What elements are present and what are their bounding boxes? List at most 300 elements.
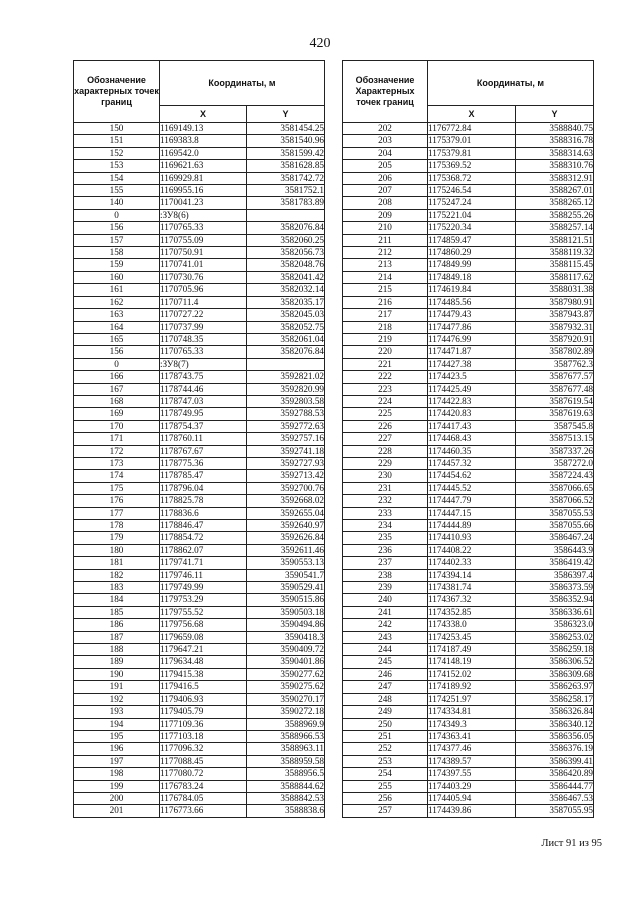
- coordinate-y: 3592820.99: [247, 383, 325, 395]
- table-row: [343, 582, 594, 594]
- coordinate-y: 3587224.43: [516, 470, 594, 482]
- coordinate-y: 3586323.0: [516, 619, 594, 631]
- coordinate-x: 1178836.6: [160, 507, 247, 519]
- table-row: [343, 619, 594, 631]
- point-number: 168: [74, 395, 160, 407]
- coordinate-x: 1174444.89: [428, 520, 516, 532]
- table-row: [74, 768, 325, 780]
- coordinate-x: 1174619.84: [428, 284, 516, 296]
- point-number: 197: [74, 755, 160, 767]
- point-number: 229: [343, 457, 428, 469]
- table-row: [74, 532, 325, 544]
- table-row: [74, 123, 325, 135]
- table-row: [74, 222, 325, 234]
- coordinate-x: 1178796.04: [160, 482, 247, 494]
- table-body-right: [343, 123, 594, 818]
- table-row: [343, 792, 594, 804]
- coordinate-y: 3592772.63: [247, 420, 325, 432]
- table-row: [74, 619, 325, 631]
- point-number: 225: [343, 408, 428, 420]
- coordinate-x: 1174363.41: [428, 730, 516, 742]
- point-number: 154: [74, 172, 160, 184]
- table-row: [74, 172, 325, 184]
- coordinate-x: 1170711.4: [160, 296, 247, 308]
- coordinate-x: 1174447.79: [428, 495, 516, 507]
- coordinate-x: 1175246.54: [428, 185, 516, 197]
- header-point-designation: Обозначение Характерных точек границ: [343, 61, 428, 123]
- coordinate-x: 1174420.83: [428, 408, 516, 420]
- point-number: 204: [343, 147, 428, 159]
- coordinate-x: 1177088.45: [160, 755, 247, 767]
- coordinate-x: 1169621.63: [160, 160, 247, 172]
- table-row: [74, 445, 325, 457]
- point-number: 239: [343, 582, 428, 594]
- point-number: 219: [343, 333, 428, 345]
- coordinate-y: 3588257.14: [516, 222, 594, 234]
- coordinate-y: 3592757.16: [247, 433, 325, 445]
- table-row: [343, 309, 594, 321]
- point-number: 181: [74, 557, 160, 569]
- coordinates-table-right: [342, 60, 594, 818]
- coordinate-y: 3588255.26: [516, 209, 594, 221]
- coordinate-y: 3588963.11: [247, 743, 325, 755]
- coordinate-x: 1174457.32: [428, 457, 516, 469]
- point-number: 199: [74, 780, 160, 792]
- coordinate-x: 1174422.83: [428, 395, 516, 407]
- coordinate-x: 1179406.93: [160, 693, 247, 705]
- point-number: 179: [74, 532, 160, 544]
- point-number: 174: [74, 470, 160, 482]
- coordinate-y: 3582076.84: [247, 346, 325, 358]
- coordinate-y: 3582052.75: [247, 321, 325, 333]
- table-row: [343, 482, 594, 494]
- coordinate-y: 3588265.12: [516, 197, 594, 209]
- coordinate-y: 3581628.85: [247, 160, 325, 172]
- table-row: [343, 730, 594, 742]
- header-y: Y: [516, 106, 594, 123]
- table-body-left: [74, 123, 325, 818]
- table-row: [74, 271, 325, 283]
- coordinate-x: 1174477.86: [428, 321, 516, 333]
- point-number: 246: [343, 668, 428, 680]
- table-row: [343, 395, 594, 407]
- coordinate-x: 1175247.24: [428, 197, 516, 209]
- table-row: [74, 408, 325, 420]
- coordinate-x: 1174397.55: [428, 768, 516, 780]
- table-row: [343, 805, 594, 817]
- table-row: [74, 805, 325, 817]
- point-number: 249: [343, 706, 428, 718]
- table-row: [74, 644, 325, 656]
- header-coordinates: Координаты, м: [428, 61, 594, 106]
- point-number: 240: [343, 594, 428, 606]
- coordinate-y: 3587055.53: [516, 507, 594, 519]
- point-number: 210: [343, 222, 428, 234]
- header-y: Y: [247, 106, 325, 123]
- coordinate-x: 1178767.67: [160, 445, 247, 457]
- point-number: 165: [74, 333, 160, 345]
- coordinate-y: 3588966.53: [247, 730, 325, 742]
- table-row: [343, 668, 594, 680]
- table-row: [343, 445, 594, 457]
- point-number: 193: [74, 706, 160, 718]
- table-row: [343, 693, 594, 705]
- table-row: [74, 706, 325, 718]
- coordinate-y: 3587943.87: [516, 309, 594, 321]
- table-row: [74, 495, 325, 507]
- coordinate-x: 1170750.91: [160, 247, 247, 259]
- coordinate-y: 3587066.52: [516, 495, 594, 507]
- point-number: 247: [343, 681, 428, 693]
- coordinate-y: 3582048.76: [247, 259, 325, 271]
- coordinate-y: 3586443.9: [516, 544, 594, 556]
- point-number: 226: [343, 420, 428, 432]
- point-number: 245: [343, 656, 428, 668]
- point-number: 172: [74, 445, 160, 457]
- table-row: [343, 321, 594, 333]
- coordinate-x: 1174349.3: [428, 718, 516, 730]
- coordinate-x: 1177096.32: [160, 743, 247, 755]
- coordinate-y: 3590553.13: [247, 557, 325, 569]
- coordinate-x: 1174425.49: [428, 383, 516, 395]
- point-number: 216: [343, 296, 428, 308]
- coordinate-x: 1174849.18: [428, 271, 516, 283]
- coordinate-y: 3590494.86: [247, 619, 325, 631]
- coordinate-y: 3588031.38: [516, 284, 594, 296]
- coordinate-x: 1179634.48: [160, 656, 247, 668]
- point-number: 0: [74, 209, 160, 221]
- coordinate-x: 1170748.35: [160, 333, 247, 345]
- point-number: 191: [74, 681, 160, 693]
- point-number: 214: [343, 271, 428, 283]
- coordinate-y: 3587513.15: [516, 433, 594, 445]
- table-row: [343, 408, 594, 420]
- coordinate-y: 3592655.04: [247, 507, 325, 519]
- coordinate-y: 3586376.19: [516, 743, 594, 755]
- point-number: 207: [343, 185, 428, 197]
- coordinate-x: 1169149.13: [160, 123, 247, 135]
- point-number: 252: [343, 743, 428, 755]
- coordinate-y: 3592668.02: [247, 495, 325, 507]
- point-number: 175: [74, 482, 160, 494]
- coordinate-y: 3586399.41: [516, 755, 594, 767]
- point-number: 158: [74, 247, 160, 259]
- coordinate-y: 3592713.42: [247, 470, 325, 482]
- table-row: [343, 681, 594, 693]
- table-row: [343, 755, 594, 767]
- point-number: 215: [343, 284, 428, 296]
- coordinate-y: 3592803.58: [247, 395, 325, 407]
- coordinate-y: 3592611.46: [247, 544, 325, 556]
- coordinate-x: 1175369.52: [428, 160, 516, 172]
- table-row: [343, 135, 594, 147]
- coordinate-x: 1174408.22: [428, 544, 516, 556]
- coordinate-x: 1174352.85: [428, 606, 516, 618]
- point-number: 170: [74, 420, 160, 432]
- table-row: [343, 544, 594, 556]
- point-number: 173: [74, 457, 160, 469]
- coordinate-x: 1178754.37: [160, 420, 247, 432]
- point-number: 153: [74, 160, 160, 172]
- point-number: 163: [74, 309, 160, 321]
- coordinate-y: 3587932.31: [516, 321, 594, 333]
- table-row: [343, 197, 594, 209]
- point-number: 161: [74, 284, 160, 296]
- coordinate-x: 1169929.81: [160, 172, 247, 184]
- coordinate-y: 3586444.77: [516, 780, 594, 792]
- coordinate-x: 1174152.02: [428, 668, 516, 680]
- table-row: [343, 780, 594, 792]
- coordinate-x: 1174367.32: [428, 594, 516, 606]
- coordinate-y: 3587619.54: [516, 395, 594, 407]
- point-number: 159: [74, 259, 160, 271]
- point-number: 157: [74, 234, 160, 246]
- coordinate-y: 3586306.52: [516, 656, 594, 668]
- coordinate-y: 3586309.68: [516, 668, 594, 680]
- coordinate-y: 3588314.63: [516, 147, 594, 159]
- table-row: [343, 371, 594, 383]
- table-row: [343, 185, 594, 197]
- point-number: 188: [74, 644, 160, 656]
- point-number: 242: [343, 619, 428, 631]
- table-row: [74, 606, 325, 618]
- coordinate-y: 3582060.25: [247, 234, 325, 246]
- coordinate-x: 1174439.86: [428, 805, 516, 817]
- coordinate-y: 3587677.48: [516, 383, 594, 395]
- coordinate-x: 1174381.74: [428, 582, 516, 594]
- point-number: 230: [343, 470, 428, 482]
- coordinate-y: 3587619.63: [516, 408, 594, 420]
- coordinate-y: 3592626.84: [247, 532, 325, 544]
- coordinate-y: 3582041.42: [247, 271, 325, 283]
- coordinate-x: 1174253.45: [428, 631, 516, 643]
- coordinate-x: 1178743.75: [160, 371, 247, 383]
- coordinate-x: 1177080.72: [160, 768, 247, 780]
- point-number: 250: [343, 718, 428, 730]
- coordinate-y: 3588267.01: [516, 185, 594, 197]
- coordinate-y: 3582061.04: [247, 333, 325, 345]
- coordinate-x: 1178760.11: [160, 433, 247, 445]
- coordinate-x: 1179741.71: [160, 557, 247, 569]
- point-number: 218: [343, 321, 428, 333]
- table-row: [343, 706, 594, 718]
- table-row: [343, 532, 594, 544]
- table-row: [74, 420, 325, 432]
- parcel-label: :ЗУ8(7): [160, 358, 247, 370]
- coordinate-y: 3588115.45: [516, 259, 594, 271]
- table-row: [74, 780, 325, 792]
- coordinate-x: 1178862.07: [160, 544, 247, 556]
- point-number: 156: [74, 346, 160, 358]
- coordinate-x: 1174476.99: [428, 333, 516, 345]
- coordinate-y: 3592821.02: [247, 371, 325, 383]
- coordinate-x: 1176784.05: [160, 792, 247, 804]
- coordinate-x: 1177103.18: [160, 730, 247, 742]
- point-number: 232: [343, 495, 428, 507]
- table-row: [343, 172, 594, 184]
- coordinate-x: 1170765.33: [160, 222, 247, 234]
- point-number: 140: [74, 197, 160, 209]
- coordinate-x: 1175221.04: [428, 209, 516, 221]
- coordinate-y: 3587920.91: [516, 333, 594, 345]
- coordinate-y: 3586263.97: [516, 681, 594, 693]
- table-row: [74, 309, 325, 321]
- point-number: 255: [343, 780, 428, 792]
- table-row: [74, 135, 325, 147]
- coordinate-x: 1170705.96: [160, 284, 247, 296]
- coordinate-x: 1175368.72: [428, 172, 516, 184]
- coordinate-y: 3586356.05: [516, 730, 594, 742]
- point-number: 209: [343, 209, 428, 221]
- point-number: 183: [74, 582, 160, 594]
- point-number: 0: [74, 358, 160, 370]
- coordinate-y: 3592640.97: [247, 520, 325, 532]
- table-row: [343, 644, 594, 656]
- coordinate-y: [247, 209, 325, 221]
- coordinate-y: 3588969.9: [247, 718, 325, 730]
- table-row: [343, 123, 594, 135]
- coordinate-y: 3582056.73: [247, 247, 325, 259]
- coordinate-x: 1170727.22: [160, 309, 247, 321]
- coordinate-y: 3590515.86: [247, 594, 325, 606]
- point-number: 235: [343, 532, 428, 544]
- coordinate-y: 3590275.62: [247, 681, 325, 693]
- point-number: 180: [74, 544, 160, 556]
- coordinate-x: 1175220.34: [428, 222, 516, 234]
- table-row: [343, 234, 594, 246]
- coordinate-x: 1174402.33: [428, 557, 516, 569]
- point-number: 220: [343, 346, 428, 358]
- point-number: 166: [74, 371, 160, 383]
- coordinate-y: 3588956.5: [247, 768, 325, 780]
- table-row: [343, 557, 594, 569]
- coordinate-x: 1174460.35: [428, 445, 516, 457]
- coordinate-y: 3588312.91: [516, 172, 594, 184]
- coordinate-y: 3581599.42: [247, 147, 325, 159]
- point-number: 156: [74, 222, 160, 234]
- coordinate-y: 3586340.12: [516, 718, 594, 730]
- coordinate-x: 1170741.01: [160, 259, 247, 271]
- coordinate-x: 1170730.76: [160, 271, 247, 283]
- coordinate-y: 3588838.6: [247, 805, 325, 817]
- table-row: [343, 247, 594, 259]
- table-row: [74, 582, 325, 594]
- point-number: 178: [74, 520, 160, 532]
- table-row: [343, 383, 594, 395]
- table-row: [343, 606, 594, 618]
- coordinate-x: 1179405.79: [160, 706, 247, 718]
- coordinate-x: 1174187.49: [428, 644, 516, 656]
- coordinate-x: 1170755.09: [160, 234, 247, 246]
- coordinate-x: 1174148.19: [428, 656, 516, 668]
- point-number: 200: [74, 792, 160, 804]
- coordinate-y: 3592788.53: [247, 408, 325, 420]
- coordinate-x: 1176772.84: [428, 123, 516, 135]
- point-number: 253: [343, 755, 428, 767]
- coordinate-y: 3590418.3: [247, 631, 325, 643]
- point-number: 186: [74, 619, 160, 631]
- table-row: [74, 743, 325, 755]
- table-row: [74, 755, 325, 767]
- coordinate-x: 1177109.36: [160, 718, 247, 730]
- table-row: [343, 420, 594, 432]
- point-number: 257: [343, 805, 428, 817]
- coordinate-y: 3586326.84: [516, 706, 594, 718]
- point-number: 221: [343, 358, 428, 370]
- coordinate-y: 3586467.53: [516, 792, 594, 804]
- coordinate-x: 1174859.47: [428, 234, 516, 246]
- coordinate-x: 1178749.95: [160, 408, 247, 420]
- point-number: 243: [343, 631, 428, 643]
- table-row: [74, 594, 325, 606]
- coordinate-x: 1178825.78: [160, 495, 247, 507]
- point-number: 184: [74, 594, 160, 606]
- coordinate-x: 1174479.43: [428, 309, 516, 321]
- point-number: 256: [343, 792, 428, 804]
- coordinate-y: [247, 358, 325, 370]
- coordinate-x: 1174389.57: [428, 755, 516, 767]
- point-number: 211: [343, 234, 428, 246]
- table-row: [74, 470, 325, 482]
- table-row: [74, 520, 325, 532]
- coordinate-y: 3586253.02: [516, 631, 594, 643]
- point-number: 251: [343, 730, 428, 742]
- table-row: [74, 247, 325, 259]
- coordinate-x: 1178785.47: [160, 470, 247, 482]
- point-number: 213: [343, 259, 428, 271]
- point-number: 167: [74, 383, 160, 395]
- table-row: [74, 482, 325, 494]
- point-number: 212: [343, 247, 428, 259]
- table-row: [74, 197, 325, 209]
- coordinate-x: 1174394.14: [428, 569, 516, 581]
- point-number: 223: [343, 383, 428, 395]
- coordinate-x: 1179756.68: [160, 619, 247, 631]
- coordinate-x: 1174468.43: [428, 433, 516, 445]
- table-row: [343, 284, 594, 296]
- point-number: 196: [74, 743, 160, 755]
- point-number: 202: [343, 123, 428, 135]
- point-number: 185: [74, 606, 160, 618]
- header-point-designation: Обозначение характерных точек границ: [74, 61, 160, 123]
- table-row: [74, 668, 325, 680]
- point-number: 182: [74, 569, 160, 581]
- table-row: [343, 569, 594, 581]
- table-row: [74, 333, 325, 345]
- coordinate-x: 1176783.24: [160, 780, 247, 792]
- coordinate-y: 3582032.14: [247, 284, 325, 296]
- table-row: [74, 321, 325, 333]
- point-number: 206: [343, 172, 428, 184]
- table-row: [74, 457, 325, 469]
- point-number: 152: [74, 147, 160, 159]
- table-row: [343, 656, 594, 668]
- table-row: [74, 718, 325, 730]
- point-number: 164: [74, 321, 160, 333]
- coordinate-x: 1179415.38: [160, 668, 247, 680]
- table-row: [74, 234, 325, 246]
- coordinate-x: 1179659.08: [160, 631, 247, 643]
- table-row: [74, 656, 325, 668]
- coordinate-x: 1174410.93: [428, 532, 516, 544]
- table-row: [343, 333, 594, 345]
- point-number: 222: [343, 371, 428, 383]
- coordinate-x: 1174334.81: [428, 706, 516, 718]
- coordinate-y: 3582045.03: [247, 309, 325, 321]
- table-row: [343, 768, 594, 780]
- coordinate-x: 1179746.11: [160, 569, 247, 581]
- point-number: 187: [74, 631, 160, 643]
